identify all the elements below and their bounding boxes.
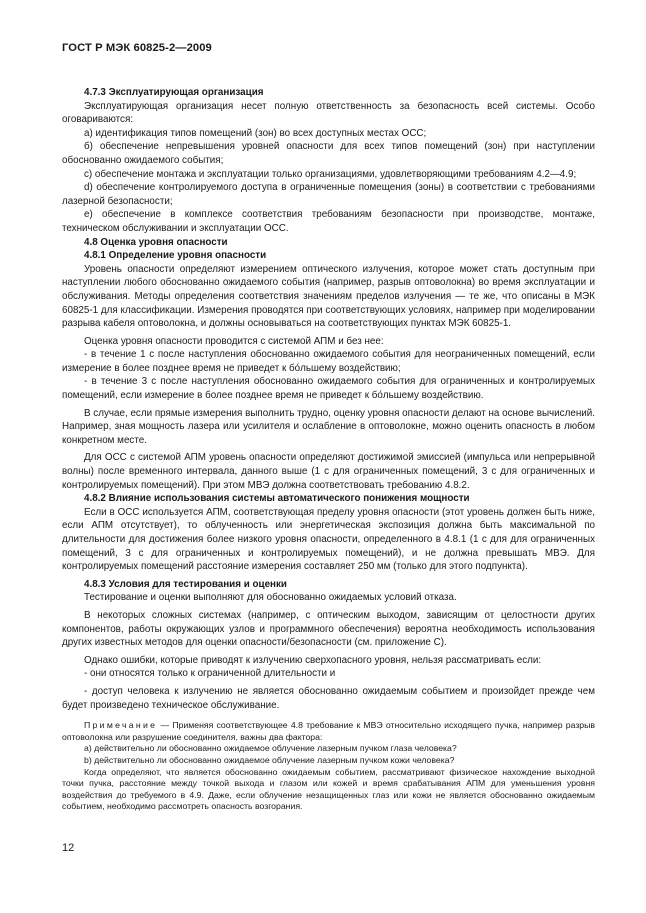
note-label: Примечание — [84, 720, 158, 731]
note-text: — Применяя соответствующее 4.8 требование к МВЭ относительно исходящего пучка, например разрыв оптоволокна или разрушение соединителя, важны два фактора: — [62, 720, 595, 742]
paragraph: В некоторых сложных системах (например, с оптическим выходом, зависящим от целостности других компонентов, работы окружающих узлов и программного обеспечения) вероятна необходимость использования других известных методов для оценки опасности/безопасности (см. приложение С). — [62, 609, 595, 649]
paragraph: В случае, если прямые измерения выполнить трудно, оценку уровня опасности делают на основе вычислений. Например, зная мощность лазера или усилителя и ослабление в оптоволокне, можно оценить опасность в любом конкретном месте. — [62, 407, 595, 446]
page-number: 12 — [62, 842, 75, 854]
list-item: - они относятся только к ограниченной длительности и — [84, 668, 336, 680]
note-item: а) действительно ли обоснованно ожидаемое облучение лазерным пучком глаза человека? — [84, 743, 457, 754]
list-item: б) обеспечение непревышения уровней опасности для всех типов помещений (зон) при наступлении обоснованно ожидаемого события; — [62, 141, 595, 166]
paragraph: Эксплуатирующая организация несет полную ответственность за безопасность всей системы. Особо оговариваются: — [62, 100, 595, 126]
list-item: с) обеспечение монтажа и эксплуатации только организациями, удовлетворяющими требованиям 4.2—4.9; — [84, 168, 577, 180]
note-paragraph: Когда определяют, что является обоснованно ожидаемым событием, рассматривают физическое нахождение выходной точки пучка, расстояние между точкой выхода и глазом или кожей и время срабатывания АПМ для уменьшения уровня воздействия до требуемого в 4.9. Даже, если облучение незащищенных глаз или кожи не является обоснованно ожидаемым событием, необходимо рассмотреть опасность возгорания. — [62, 766, 595, 812]
paragraph: Оценка уровня опасности проводится с системой АПМ и без нее: — [84, 335, 384, 347]
paragraph: Однако ошибки, которые приводят к излучению сверхопасного уровня, нельзя рассматривать если: — [84, 654, 542, 666]
note-block — [62, 720, 595, 813]
list-item: d) обеспечение контролируемого доступа в ограниченные помещения (зоны) в соответствии с требованиями лазерной безопасности; — [62, 182, 595, 207]
list-item: - доступ человека к излучению не является обоснованно ожидаемым событием и произойдет прежде чем будет произведено техническое обслуживание. — [62, 685, 595, 711]
list-item: - в течение 3 с после наступления обоснованно ожидаемого события для ограниченных и контролируемых помещений, если измерение в более позднее время не приведет к бо́льшему воздействию. — [62, 376, 595, 402]
paragraph: Уровень опасности определяют измерением оптического излучения, которое может стать доступным при наступлении любого обоснованно ожидаемого события (например, разрыв оптоволокна) во время эксплуатации и обслуживания. Методы определения соответствия значениям пределов излучения — те же, что описаны в МЭК 60825-1 для классификации. Измерения проводятся при соответствующих условиях, например при моделировании разрыва кабеля оптоволокна, и должны основываться на соответствующих пунктах МЭК 60825-1. — [62, 263, 595, 330]
note-item: b) действительно ли обоснованно ожидаемое облучение лазерным пучком кожи человека? — [84, 754, 455, 765]
section-4-8-title: 4.8 Оценка уровня опасности — [84, 236, 228, 248]
paragraph: Для ОСС с системой АПМ уровень опасности определяют достижимой эмиссией (импульса или непрерывной волны) после временного интервала, данного выше (1 с для ограниченных помещений, 3 с для ограниченных и контролируемых помещений). При этом МВЭ должна соответствовать требованию 4.8.2. — [62, 452, 595, 491]
note-paragraph — [62, 720, 595, 743]
section-4-8-3-title: 4.8.3 Условия для тестирования и оценки — [84, 578, 287, 590]
list-item: а) идентификация типов помещений (зон) во всех доступных местах ОСС; — [84, 127, 427, 139]
section-4-8-2-title: 4.8.2 Влияние использования системы автоматического понижения мощности — [84, 493, 470, 505]
paragraph: Тестирование и оценки выполняют для обоснованно ожидаемых условий отказа. — [84, 592, 457, 604]
section-4-7-3-title: 4.7.3 Эксплуатирующая организация — [84, 87, 264, 98]
page-body — [62, 86, 595, 813]
section-4-8-1-title: 4.8.1 Определение уровня опасности — [84, 250, 267, 262]
list-item: е) обеспечение в комплексе соответствия требованиям безопасности при производстве, монтаже, техническом обслуживании и эксплуатации ОСС. — [62, 209, 595, 234]
document-header: ГОСТ Р МЭК 60825-2—2009 — [62, 42, 212, 54]
list-item: - в течение 1 с после наступления обоснованно ожидаемого события для неограниченных помещений, если измерение в более позднее время не приведет к бо́льшему воздействию; — [62, 349, 595, 374]
paragraph: Если в ОСС используется АПМ, соответствующая пределу уровня опасности (этот уровень должен быть ниже, если АПМ отсутствует), то облученность или энергетическая экспозиция должна быть максимальной по длительности для достижения более низкого уровня опасности, определенного в 4.8.1 (1 с для для ограниченных помещений, 3 с для ограниченных и контролируемых помещений), и не должна превышать МВЭ. Для контролируемых помещений расстояние измерения составляет 250 мм (только для этого подпункта). — [62, 506, 595, 573]
